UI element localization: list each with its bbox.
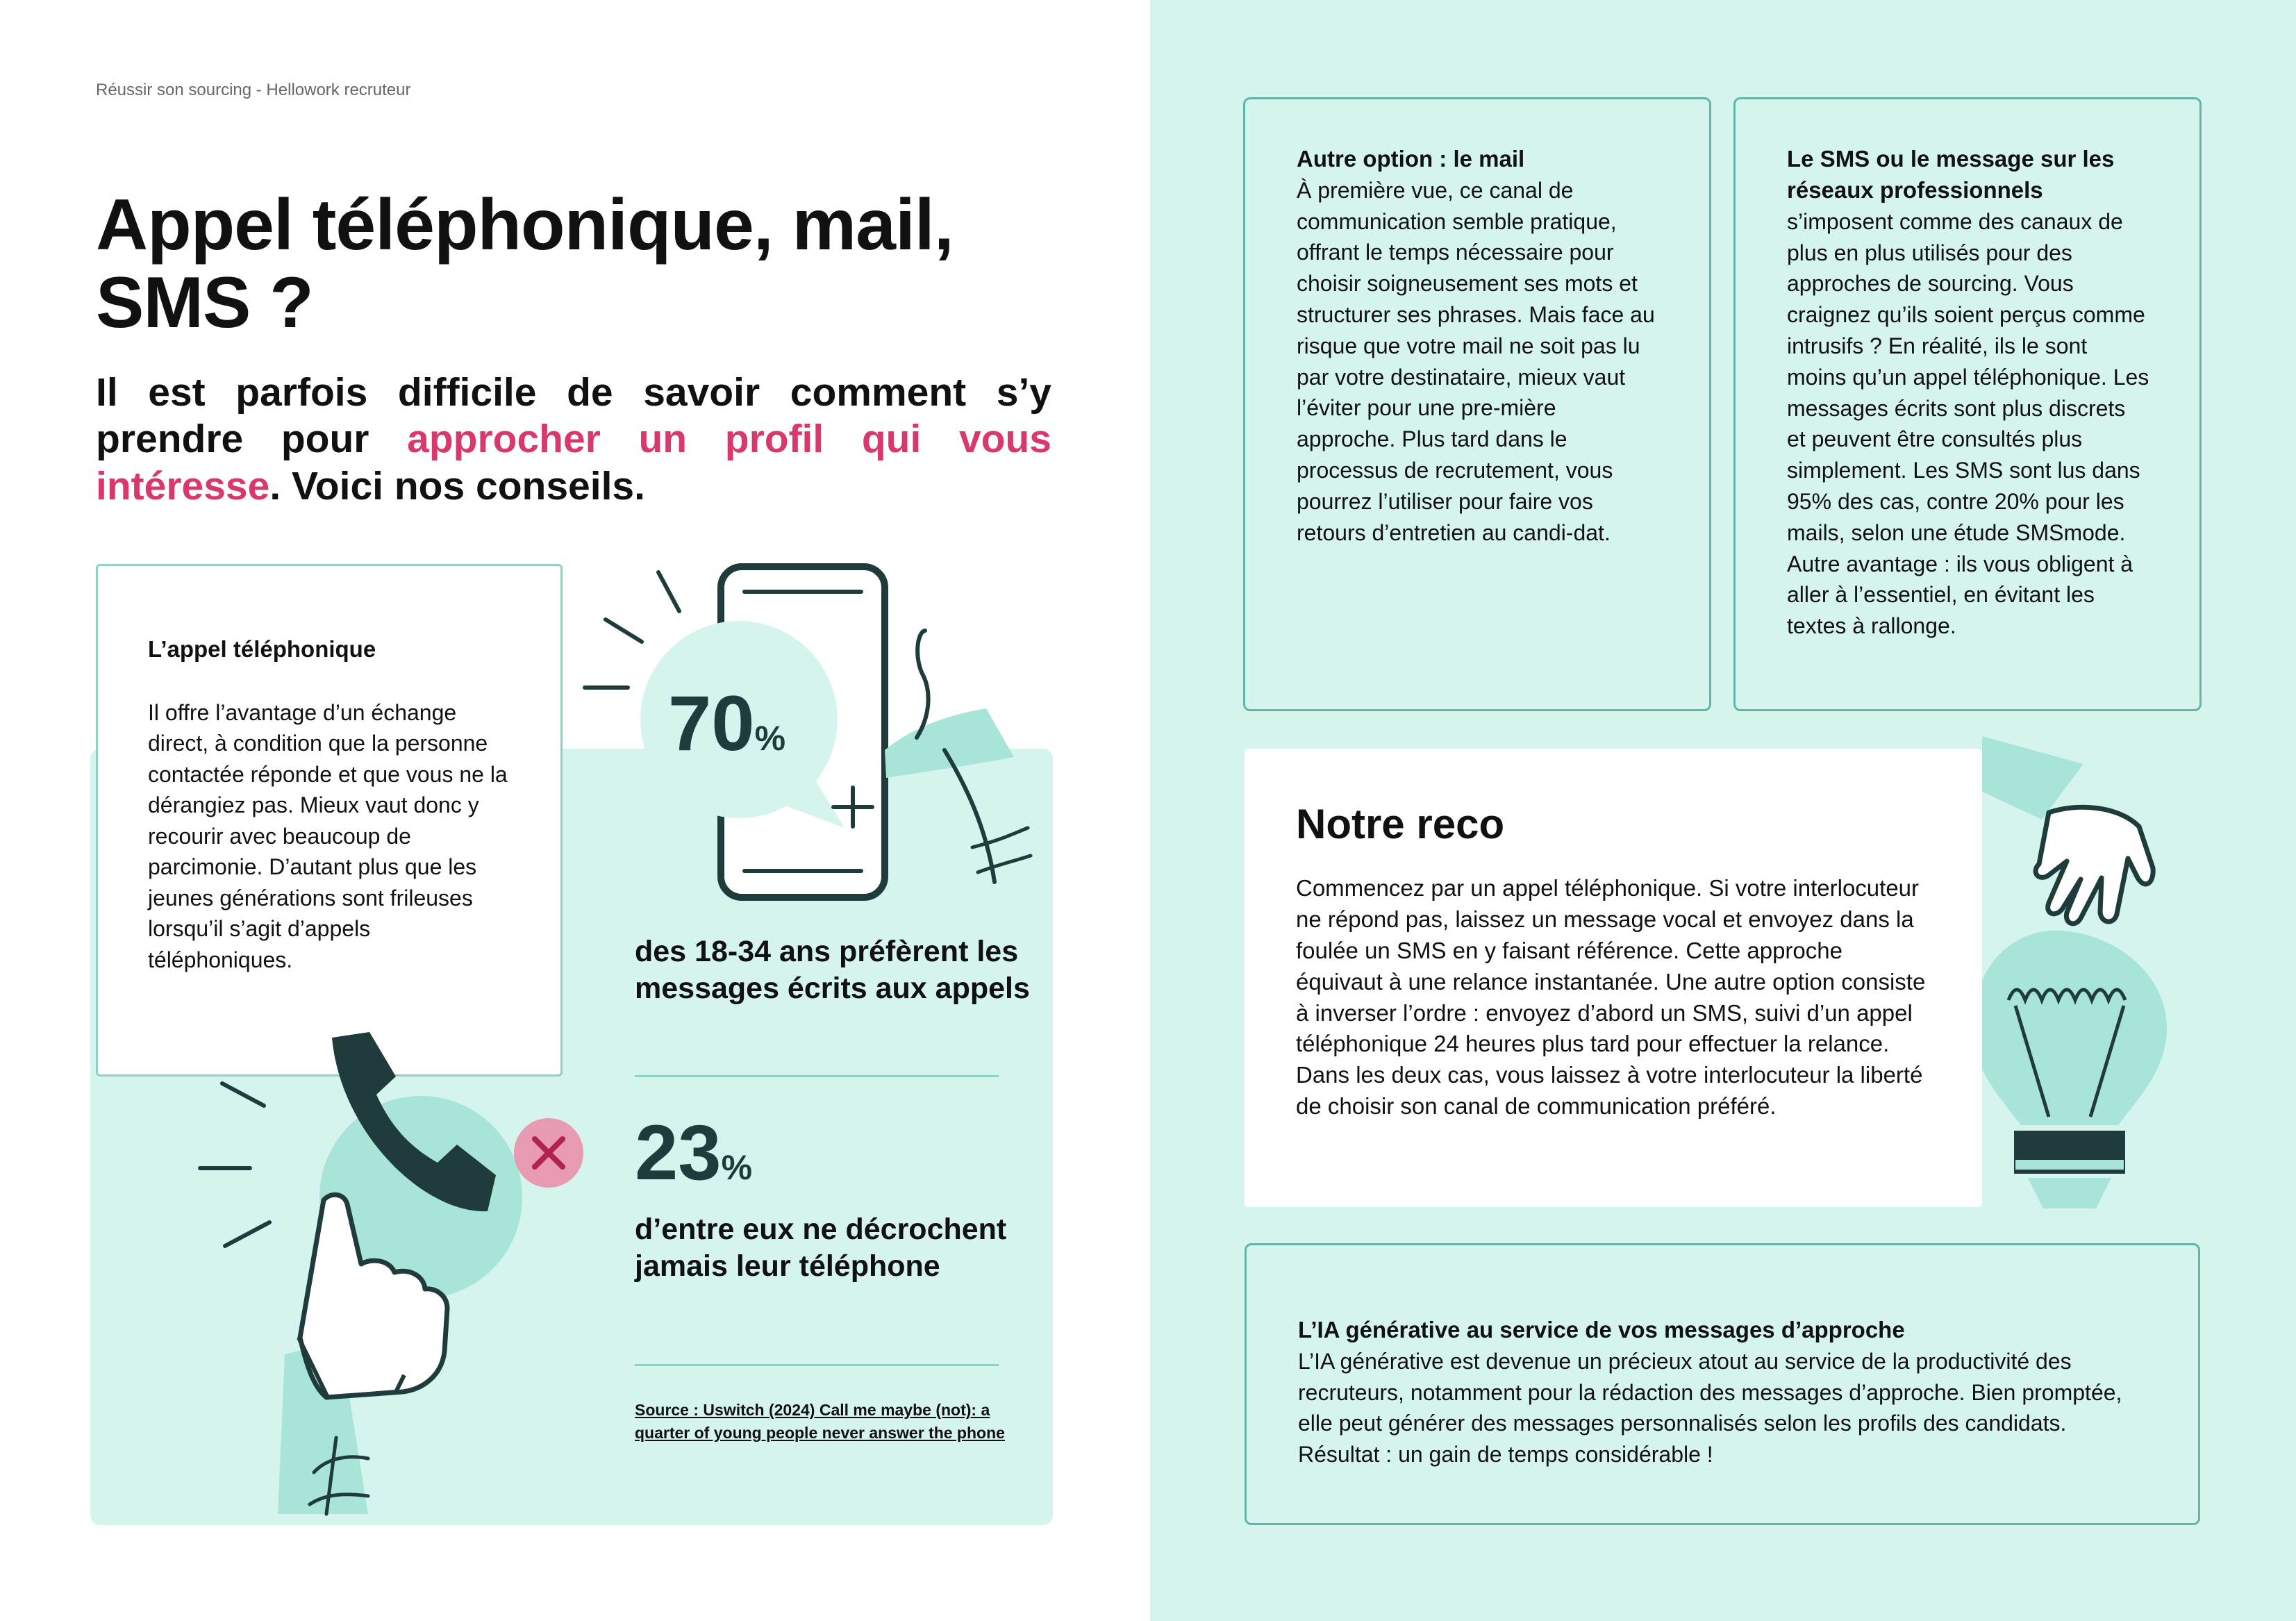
sms-card — [1733, 97, 2202, 711]
stat-1-description: des 18-34 ans préfèrent les messages écrits aux appels — [635, 935, 1030, 1006]
sms-card-heading: Le SMS ou le message sur les réseaux professionnels — [1787, 146, 2115, 203]
stat-23-percent — [635, 1109, 753, 1196]
grabbing-hand-icon — [2036, 807, 2153, 924]
running-header: Réussir son sourcing - Hellowork recruteur — [96, 81, 411, 99]
stat-70-percent — [668, 680, 786, 767]
close-icon — [514, 1118, 583, 1188]
intro-paragraph — [96, 369, 1051, 510]
phone-call-card — [96, 564, 563, 1076]
ia-card-heading: L’IA générative au service de vos messages d’approche — [1298, 1317, 1905, 1342]
generative-ai-card — [1245, 1243, 2200, 1525]
page-title: Appel téléphonique, mail, SMS ? — [96, 185, 954, 344]
reco-heading: Notre reco — [1296, 801, 1505, 847]
intro-text-start: Il est parfois difficile de savoir comment s’y prendre pour — [96, 370, 1051, 462]
phone-card-heading: L’appel téléphonique — [148, 636, 376, 662]
sms-card-body: s’imposent comme des canaux de plus en plus utilisés pour des approches de sourcing. Vous craignez qu’ils soient perçus comme intrusifs ? En réalité, ils le sont moins qu’un appel téléphonique. Les messages écrits sont plus discrets et peuvent être consultés plus simplement. Les SMS sont lus dans 95% des cas, contre 20% pour les mails, selon une étude SMSmode. Autre avantage : ils vous obligent à aller à l’essentiel, en évitant les textes à rallonge. — [1787, 208, 2149, 639]
stats-divider — [635, 1075, 999, 1077]
stat-2-description: d’entre eux ne décrochent jamais leur téléphone — [635, 1213, 1007, 1283]
ia-card-body: L’IA générative est devenue un précieux atout au service de la productivité des recruteurs, notamment pour la rédaction des messages d’approche. Bien promptée, elle peut générer des messages personnalisés selon les profils des candidats. Résultat : un gain de temps considérable ! — [1298, 1348, 2122, 1468]
stat-1-value: 70 — [668, 680, 755, 767]
source-divider — [635, 1364, 999, 1366]
intro-highlight: approcher un profil qui vous intéresse — [96, 417, 1052, 508]
mail-card-heading: Autre option : le mail — [1297, 146, 1525, 172]
mail-card — [1243, 97, 1711, 711]
stat-1-unit: % — [754, 719, 786, 758]
phone-handset-illustration — [188, 1014, 604, 1514]
mail-card-body: À première vue, ce canal de communication semble pratique, offrant le temps nécessaire pour choisir soigneusement ses mots et structurer ses phrases. Mais face au risque que votre mail ne soit pas lu par votre destinataire, mieux vaut l’éviter pour une pre-mière approche. Plus tard dans le processus de recrutement, vous pourrez l’utiliser pour faire vos retours d’entretien au candi-dat. — [1297, 177, 1655, 545]
reco-body: Commencez par un appel téléphonique. Si votre interlocuteur ne répond pas, laissez un message vocal et envoyez dans la foulée un SMS en y faisant référence. Cette approche équivaut à une relance instantanée. Une autre option consiste à inverser l’ordre : envoyez d’abord un SMS, suivi d’un appel téléphonique 24 heures plus tard pour effectuer la relance. Dans les deux cas, vous laissez à votre interlocuteur la liberté de choisir son canal de communication préféré. — [1296, 875, 1926, 1120]
stat-2-value: 23 — [635, 1109, 722, 1196]
source-link[interactable]: Source : Uswitch (2024) Call me maybe (not): a quarter of young people never answer the phone — [635, 1401, 1005, 1443]
smartphone-illustration — [569, 556, 1014, 917]
recommendation-card — [1245, 749, 1982, 1207]
intro-text-end: . Voici nos conseils. — [269, 463, 645, 508]
stat-2-unit: % — [721, 1148, 753, 1187]
phone-card-body: Il offre l’avantage d’un échange direct, à condition que la personne contactée réponde et que vous ne la dérangiez pas. Mieux vaut donc y recourir avec beaucoup de parcimonie. D’autant plus que les jeunes générations sont frileuses lorsqu’il s’agit d’appels téléphoniques. — [148, 699, 508, 972]
